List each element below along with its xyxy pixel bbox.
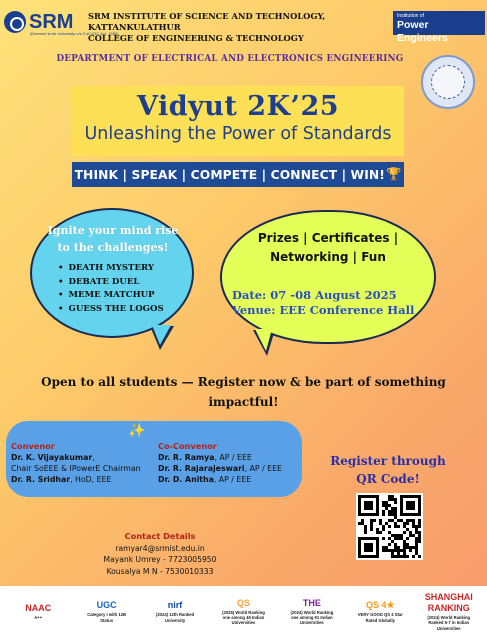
badge-mark: QS 4★	[366, 600, 395, 611]
convenor-role: , HoD, EEE	[70, 475, 112, 484]
activity-item: • DEBATE DUEL	[58, 276, 188, 290]
activity-item: • GUESS THE LOGOS	[58, 303, 188, 317]
contact-phone: Mayank Umrey - 7723005950	[103, 555, 217, 564]
accreditation-badge	[218, 598, 268, 626]
institute-name	[88, 11, 388, 44]
badge-mark: QS	[236, 597, 250, 608]
tagline-bar	[72, 162, 404, 187]
contact-heading: Contact Details	[124, 531, 196, 541]
badge-caption: (2024) World Ranking one among 91 Indian Universities	[290, 609, 334, 626]
activity-item: • MEME MATCHUP	[58, 289, 188, 303]
accreditation-badge	[355, 600, 405, 622]
qr-code-icon	[358, 495, 421, 558]
event-subtitle: Unleashing the Power of Standards	[84, 124, 392, 144]
convenor-name: Dr. R. Sridhar	[11, 475, 71, 484]
call-to-action: Open to all students — Register now & be part of something impactful!	[41, 375, 446, 409]
event-venue: Venue: EEE Conference Hall	[232, 303, 415, 317]
ipe-logo	[393, 11, 485, 44]
contact-details	[60, 531, 260, 577]
convenor-heading: Convenor	[11, 441, 55, 451]
ipe-big-text: Power Engineers	[397, 19, 448, 44]
badge-mark: UGC	[96, 600, 117, 611]
contact-phone: Kousalya M N - 7530010333	[106, 566, 214, 576]
badge-caption: VERY GOOD QS 4 Star Rated Globally	[357, 612, 403, 623]
accreditation-footer	[0, 586, 487, 637]
perks-text: Prizes | Certificates | Networking | Fun	[257, 231, 399, 264]
event-date-venue	[232, 288, 428, 318]
co-convenor-heading: Co-Convenor	[158, 441, 217, 451]
convenor-section	[11, 441, 161, 485]
register-text: Register through QR Code!	[330, 454, 446, 486]
association-seal-icon	[421, 55, 475, 109]
co-convenor-role: , AP / EEE	[213, 475, 252, 484]
co-convenor-role: , AP / EEE	[214, 453, 252, 462]
activities-list	[58, 262, 188, 316]
co-convenor-section	[158, 441, 298, 485]
trophy-icon: 🏆	[386, 167, 402, 181]
event-title: Vidyut 2K’25	[136, 91, 340, 122]
srm-logo	[4, 6, 119, 38]
tagline-text: THINK | SPEAK | COMPETE | CONNECT | WIN!	[74, 167, 385, 182]
badge-mark: NAAC	[25, 602, 52, 613]
badge-caption: (2025) World Ranking one among 46 Indian Universities	[222, 609, 265, 626]
badge-caption: (2024) World Ranking Ranked 5-7 in Indian Universities	[427, 615, 471, 631]
event-date: Date: 07 -08 August 2025	[232, 288, 397, 302]
convenor-role: ,	[92, 453, 95, 462]
sparkle-icon: ✨	[128, 423, 146, 439]
co-convenor-role: , AP / EEE	[244, 464, 282, 473]
contact-email[interactable]: ramyar4@srmist.edu.in	[115, 543, 205, 553]
convenor-name: Dr. K. Vijayakumar	[11, 453, 93, 462]
co-convenor-name: Dr. D. Anitha	[158, 475, 214, 484]
accreditation-badge	[287, 598, 337, 626]
registration-qr-code[interactable]	[356, 493, 423, 560]
bubble-left-tail-fill	[152, 325, 171, 345]
accreditation-badge	[424, 592, 474, 631]
badge-caption: Category I with 12B Status	[87, 612, 127, 623]
badge-mark: nirf	[167, 600, 183, 611]
accreditation-badge	[13, 603, 63, 620]
badge-mark: THE	[302, 597, 321, 608]
badge-mark: SHANGHAI RANKING	[424, 592, 473, 614]
badge-caption: (2024) 12th Ranked University	[155, 612, 195, 623]
activity-item: • DEATH MYSTERY	[58, 262, 188, 276]
challenges-heading: Ignite your mind rise to the challenges!	[47, 224, 179, 254]
srm-logo-text: SRM	[29, 11, 74, 33]
co-convenor-name: Dr. R. Rajarajeswari	[158, 464, 245, 473]
institute-line1: SRM INSTITUTE OF SCIENCE AND TECHNOLOGY, KATTANKULATHUR	[88, 11, 326, 32]
accreditation-badge	[150, 600, 200, 622]
srm-logo-subtext: (Deemed to be University u/s 3 of UGC Act, 1956)	[30, 31, 119, 36]
department-name: DEPARTMENT OF ELECTRICAL AND ELECTRONICS ENGINEERING	[56, 54, 404, 64]
co-convenor-name: Dr. R. Ramya	[158, 453, 215, 462]
institute-line2: COLLEGE OF ENGINEERING & TECHNOLOGY	[88, 33, 304, 43]
title-box	[72, 86, 404, 156]
convenor-role-line2: Chair SoEEE & IPowerE Chairman	[11, 464, 141, 473]
badge-caption: A++	[34, 614, 43, 620]
ipe-small-text: Institution of	[397, 13, 424, 19]
accreditation-badge	[82, 600, 132, 622]
srm-emblem-icon	[4, 11, 26, 33]
bubble-right-tail-fill	[255, 329, 272, 351]
